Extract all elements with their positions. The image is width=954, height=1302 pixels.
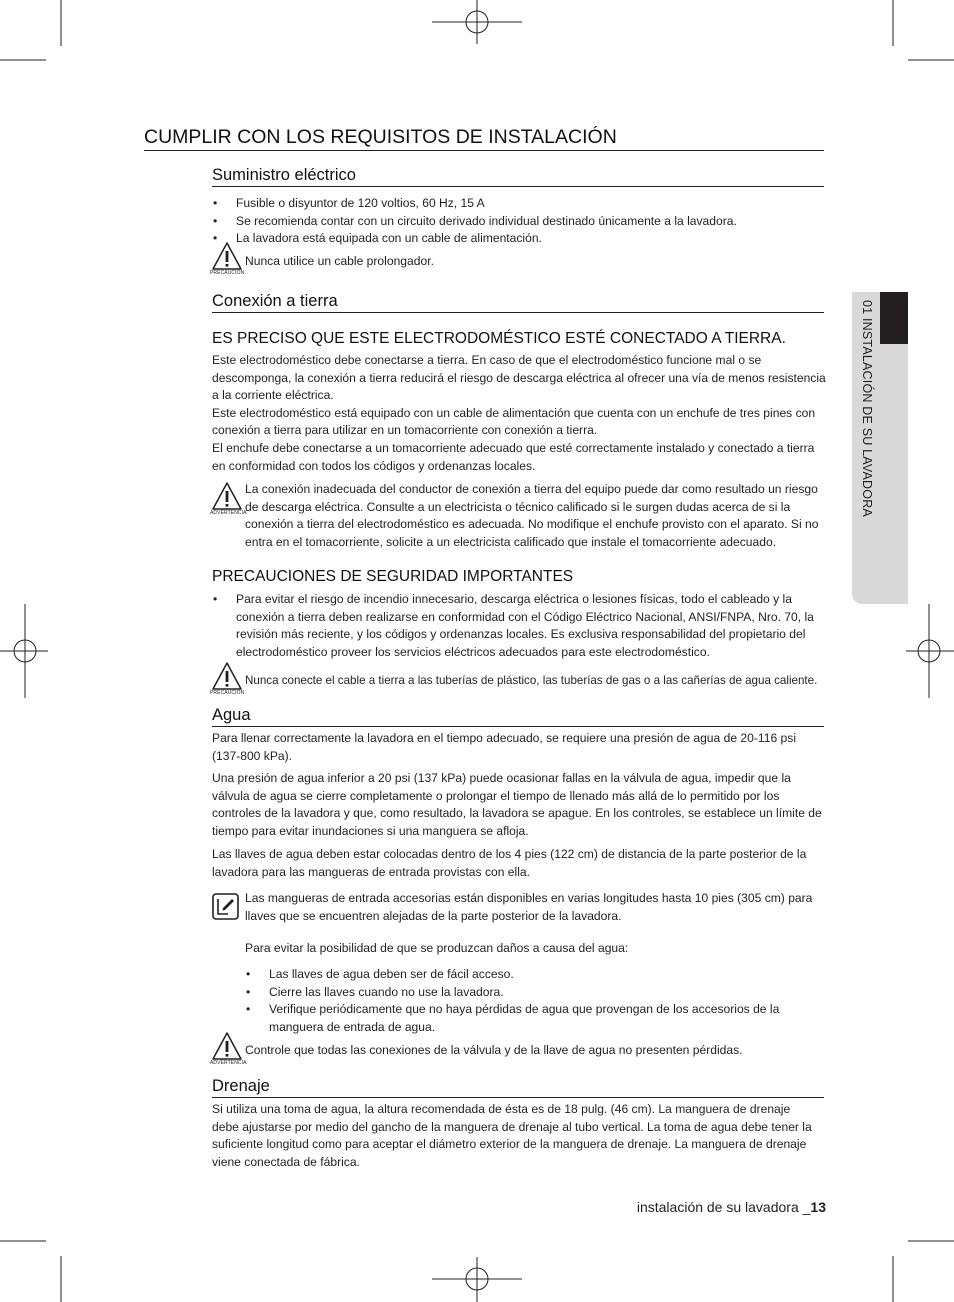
grounding-paragraph: Este electrodoméstico debe conectarse a tierra. En caso de que el electrodoméstico funcione mal o se descomponga, la conexión a tierra reducirá el riesgo de descarga eléctrica al ofrecer una vía de menos resistencia a la corriente eléctrica. Este electrodoméstico está equipado con un cable de alimentación que cuenta con un enchufe de tres pines con conexión a tierra para utilizar en un tomacorriente con conexión a tierra. El enchufe debe conectarse a un tomacorriente adecuado que esté correctamente instalado y conectado a tierra en conformidad con todos los códigos y ordenanzas locales. xyxy=(212,353,826,473)
note-bullet-list xyxy=(245,966,827,1036)
list-item: • Para evitar el riesgo de incendio innecesario, descarga eléctrica o lesiones físicas, todo el cableado y la conexión a tierra deben realizarse en conformidad con el Código Eléctrico Nacional, ANSI/FNPA, Nro. 70, la revisión más reciente, y los códigos y ordenanzas locales. Es exclusiva responsabilidad del propietario del electrodoméstico proveer los servicios eléctricos adecuados para este electrodoméstico. xyxy=(213,592,814,659)
note-text: Las mangueras de entrada accesorias están disponibles en varias longitudes hasta 10 pies (305 cm) para llaves que se encuentren alejadas de la parte posterior de la lavadora. xyxy=(245,891,813,923)
list-item: • Las llaves de agua deben ser de fácil acceso. xyxy=(246,967,514,981)
chapter-tab-marker xyxy=(880,292,908,344)
heading-drain: Drenaje xyxy=(212,1076,824,1098)
caution-label: PRECAUCIÓN xyxy=(210,270,245,276)
grounding-caps-heading: ES PRECISO QUE ESTE ELECTRODOMÉSTICO ESTÉ CONECTADO A TIERRA. xyxy=(212,330,786,347)
note-intro: Para evitar la posibilidad de que se produzcan daños a causa del agua: xyxy=(245,941,629,955)
page-number: 13 xyxy=(810,1199,826,1215)
warning-label: ADVERTENCIA xyxy=(210,1060,247,1066)
heading-grounding: Conexión a tierra xyxy=(212,291,824,313)
caution-label: PRECAUCIÓN xyxy=(210,690,245,696)
list-item: • Verifique periódicamente que no haya pérdidas de agua que provengan de los accesorios de la manguera de entrada de agua. xyxy=(246,1002,780,1034)
water-paragraph-1: Para llenar correctamente la lavadora en el tiempo adecuado, se requiere una presión de agua de 20-116 psi (137-800 kPa). xyxy=(212,731,797,763)
list-item: • La lavadora está equipada con un cable de alimentación. xyxy=(213,231,542,246)
caution-icon xyxy=(212,242,244,276)
drain-paragraph: Si utiliza una toma de agua, la altura recomendada de ésta es de 18 pulg. (46 cm). La manguera de drenaje debe ajustarse por medio del gancho de la manguera de drenaje al tubo vertical. La toma de agua debe tener la suficiente longitud como para aceptar el diámetro exterior de la manguera de drenaje. La manguera de drenaje viene conectada de fábrica. xyxy=(212,1102,812,1169)
caution-text: Nunca utilice un cable prolongador. xyxy=(245,254,434,268)
caution-text: Nunca conecte el cable a tierra a las tuberías de plástico, las tuberías de gas o a las cañerías de agua caliente. xyxy=(245,674,818,687)
list-item: • Cierre las llaves cuando no use la lavadora. xyxy=(246,984,504,999)
footer-text: instalación de su lavadora _ xyxy=(636,1199,811,1215)
section-title: CUMPLIR CON LOS REQUISITOS DE INSTALACIÓN xyxy=(144,124,824,151)
warning-icon xyxy=(210,482,247,516)
warning-label: ADVERTENCIA xyxy=(210,510,247,516)
list-item: • Fusible o disyuntor de 120 voltios, 60 Hz, 15 A xyxy=(213,196,485,210)
list-item: • Se recomienda contar con un circuito derivado individual destinado únicamente a la lavadora. xyxy=(213,213,737,228)
page-footer xyxy=(560,1197,826,1217)
safety-caps-heading: PRECAUCIONES DE SEGURIDAD IMPORTANTES xyxy=(212,568,574,585)
warning-icon xyxy=(210,1032,247,1066)
safety-bullet-list xyxy=(212,591,826,661)
warning-text: La conexión inadecuada del conductor de conexión a tierra del equipo puede dar como resultado un riesgo de descarga eléctrica. Consulte a un electricista o técnico calificado si le surgen dudas acerca de si la conexión a tierra del electrodoméstico es adecuada. No modifique el enchufe provisto con el aparato. Si no entra en el tomacorriente, solicite a un electricista calificado que instale el tomacorriente adecuado. xyxy=(245,482,819,549)
electrical-bullet-list xyxy=(212,195,826,248)
note-icon xyxy=(212,893,239,925)
caution-icon xyxy=(212,662,244,696)
chapter-tab-label: 01 INSTALACIÓN DE SU LAVADORA xyxy=(860,300,874,517)
warning-text: Controle que todas las conexiones de la válvula y de la llave de agua no presenten pérdidas. xyxy=(245,1043,743,1057)
heading-electrical-supply: Suministro eléctrico xyxy=(212,165,824,187)
water-paragraph-2: Una presión de agua inferior a 20 psi (137 kPa) puede ocasionar fallas en la válvula de agua, impedir que la válvula de agua se cierre completamente o prolongar el tiempo de llenado más allá de lo permitido por los controles de la lavadora y que, como resultado, la lavadora se apague. En los controles, se establece un límite de tiempo para evitar inundaciones si una manguera se afloja. xyxy=(212,771,822,838)
water-paragraph-3: Las llaves de agua deben estar colocadas dentro de los 4 pies (122 cm) de distancia de la parte posterior de la lavadora para las mangueras de entrada provistas con ella. xyxy=(212,847,807,879)
heading-water: Agua xyxy=(212,705,824,727)
